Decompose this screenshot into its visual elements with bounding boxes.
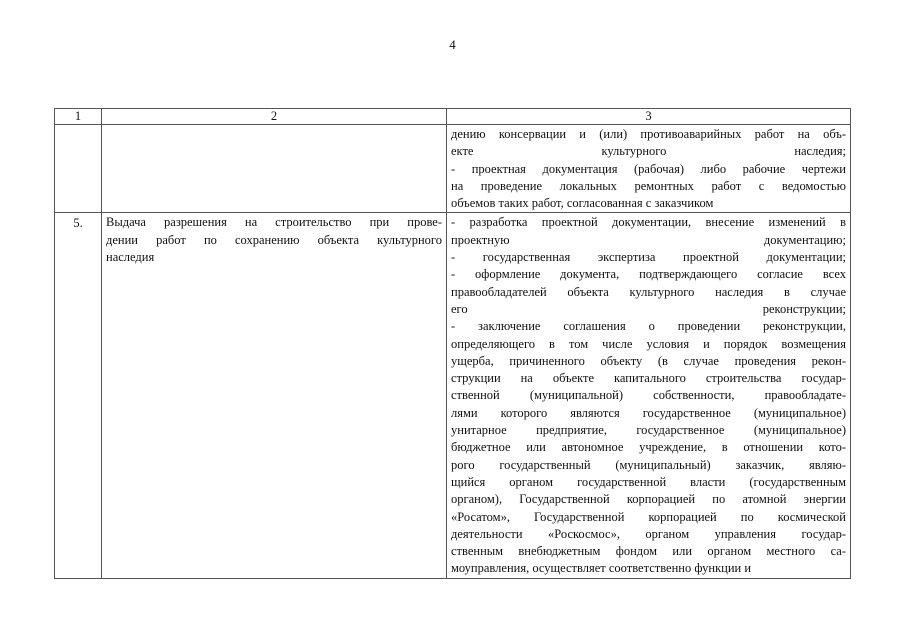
services-table <box>54 108 851 579</box>
table-row <box>55 125 851 213</box>
requirement-text-line: ущерба, причиненного объекту (в случае проведения рекон- <box>451 353 846 368</box>
row-number-cell <box>55 125 102 213</box>
requirement-text-line: екте культурного наследия; <box>451 144 846 159</box>
requirement-text-line: определяющего в том числе условия и порядок возмещения <box>451 336 846 351</box>
service-cell <box>102 213 447 578</box>
requirement-text-line: его реконструкции; <box>451 301 846 316</box>
service-text-line: наследия <box>106 250 155 265</box>
requirement-text-line: проектную документацию; <box>451 232 846 247</box>
requirement-text-line: объемов таких работ, согласованная с заказчиком <box>451 196 714 211</box>
requirement-text-line: органом), Государственной корпорацией по атомной энергии <box>451 492 846 507</box>
service-text-line: Выдача разрешения на строительство при прове- <box>106 215 442 230</box>
requirement-text-line: - разработка проектной документации, внесение изменений в <box>451 215 846 230</box>
requirement-text-line: - оформление документа, подтверждающего согласие всех <box>451 267 846 282</box>
requirement-text-line: бюджетное или автономное учреждение, в отношении кото- <box>451 440 846 455</box>
requirement-text-line: щийся органом государственной власти (государственным <box>451 474 846 489</box>
column-header-1: 1 <box>55 109 102 125</box>
service-cell <box>102 125 447 213</box>
requirement-text-line: на проведение локальных ремонтных работ с ведомостью <box>451 178 846 193</box>
page-number: 4 <box>449 37 456 52</box>
requirement-text-line: правообладателей объекта культурного наследия в случае <box>451 284 846 299</box>
requirements-cell <box>447 125 851 213</box>
requirement-text-line: - проектная документация (рабочая) либо рабочие чертежи <box>451 161 846 176</box>
table-header-row <box>55 109 851 125</box>
requirement-text-line: лями которого являются государственное (муниципальное) <box>451 405 846 420</box>
requirement-text-line: - заключение соглашения о проведении реконструкции, <box>451 319 846 334</box>
requirements-cell <box>447 213 851 578</box>
requirement-text-line: «Росатом», Государственной корпорацией по космической <box>451 509 846 524</box>
requirement-text-line: ственным внебюджетным фондом или органом местного са- <box>451 544 846 559</box>
requirement-text-line: - государственная экспертиза проектной документации; <box>451 250 846 265</box>
service-text-line: дении работ по сохранению объекта культурного <box>106 232 442 247</box>
row-number-cell: 5. <box>55 213 102 578</box>
requirement-text-line: унитарное предприятие, государственное (муниципальное) <box>451 423 846 438</box>
requirement-text-line: деятельности «Роскосмос», органом управления государ- <box>451 526 846 541</box>
table-row <box>55 213 851 578</box>
requirement-text-line: моуправления, осуществляет соответственно функции и <box>451 561 752 576</box>
column-header-3: 3 <box>447 109 851 125</box>
requirement-text-line: рого государственный (муниципальный) заказчик, являю- <box>451 457 846 472</box>
requirement-text-line: струкции на объекте капитального строительства государ- <box>451 371 846 386</box>
column-header-2: 2 <box>102 109 447 125</box>
requirement-text-line: дению консервации и (или) противоаварийных работ на объ- <box>451 127 846 141</box>
requirement-text-line: ственной (муниципальной) собственности, правообладате- <box>451 388 846 403</box>
